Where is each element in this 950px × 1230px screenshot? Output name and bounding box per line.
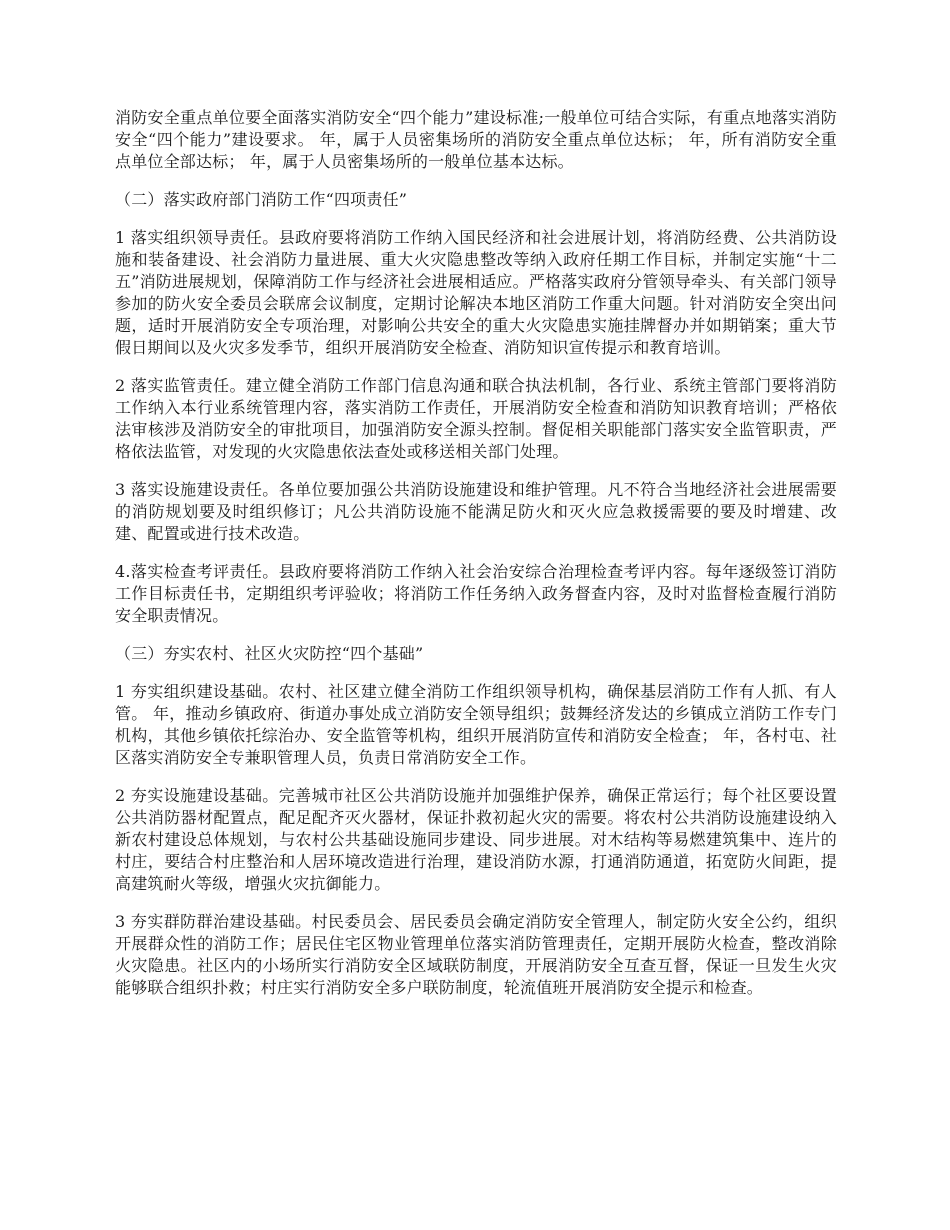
intro-paragraph: 消防安全重点单位要全面落实消防安全“四个能力”建设标准;一般单位可结合实际，有重点地落实消防安全“四个能力”建设要求。 年，属于人员密集场所的消防安全重点单位达标； 年，所有消防安全重点单位全部达标； 年，属于人员密集场所的一般单位基本达标。 (115, 108, 837, 171)
section-2-item-4: 4.落实检查考评责任。县政府要将消防工作纳入社会治安综合治理检查考评内容。每年逐级签订消防工作目标责任书，定期组织考评验收；将消防工作任务纳入政务督查内容，及时对监督检查履行消防安全职责情况。 (115, 562, 837, 625)
section-3-item-1: 1 夯实组织建设基础。农村、社区建立健全消防工作组织领导机构，确保基层消防工作有人抓、有人管。 年，推动乡镇政府、街道办事处成立消防安全领导组织；鼓舞经济发达的乡镇成立消防工作专门机构，其他乡镇依托综治办、安全监管等机构，组织开展消防宣传和消防安全检查； 年，各村屯、社区落实消防安全专兼职管理人员，负责日常消防安全工作。 (115, 682, 837, 767)
section-2-item-1: 1 落实组织领导责任。县政府要将消防工作纳入国民经济和社会进展计划，将消防经费、公共消防设施和装备建设、社会消防力量进展、重大火灾隐患整改等纳入政府任期工作目标，并制定实施“十二五”消防进展规划，保障消防工作与经济社会进展相适应。严格落实政府分管领导牵头、有关部门领导参加的防火安全委员会联席会议制度，定期讨论解决本地区消防工作重大问题。针对消防安全突出问题，适时开展消防安全专项治理，对影响公共安全的重大火灾隐患实施挂牌督办并如期销案；重大节假日期间以及火灾多发季节，组织开展消防安全检查、消防知识宣传提示和教育培训。 (115, 228, 837, 357)
section-3-heading: （三）夯实农村、社区火灾防控“四个基础” (115, 644, 424, 663)
section-2-item-2: 2 落实监管责任。建立健全消防工作部门信息沟通和联合执法机制，各行业、系统主管部门要将消防工作纳入本行业系统管理内容，落实消防工作责任，开展消防安全检查和消防知识教育培训；严格依法审核涉及消防安全的审批项目，加强消防安全源头控制。督促相关职能部门落实安全监管职责，严格依法监管，对发现的火灾隐患依法查处或移送相关部门处理。 (115, 376, 837, 461)
section-2-item-3: 3 落实设施建设责任。各单位要加强公共消防设施建设和维护管理。凡不符合当地经济社会进展需要的消防规划要及时组织修订；凡公共消防设施不能满足防火和灭火应急救援需要的要及时增建、改建、配置或进行技术改造。 (115, 480, 837, 543)
section-3-item-3: 3 夯实群防群治建设基础。村民委员会、居民委员会确定消防安全管理人，制定防火安全公约，组织开展群众性的消防工作；居民住宅区物业管理单位落实消防管理责任，定期开展防火检查，整改消除火灾隐患。社区内的小场所实行消防安全区域联防制度，开展消防安全互查互督，保证一旦发生火灾能够联合组织扑救；村庄实行消防安全多户联防制度，轮流值班开展消防安全提示和检查。 (115, 912, 837, 997)
section-2-heading: （二）落实政府部门消防工作“四项责任” (115, 190, 408, 209)
section-3-item-2: 2 夯实设施建设基础。完善城市社区公共消防设施并加强维护保养，确保正常运行；每个社区要设置公共消防器材配置点，配足配齐灭火器材，保证扑救初起火灾的需要。将农村公共消防设施建设纳入新农村建设总体规划，与农村公共基础设施同步建设、同步进展。对木结构等易燃建筑集中、连片的村庄，要结合村庄整治和人居环境改造进行治理，建设消防水源，打通消防通道，拓宽防火间距，提高建筑耐火等级，增强火灾抗御能力。 (115, 786, 837, 893)
document-page (115, 107, 837, 1015)
